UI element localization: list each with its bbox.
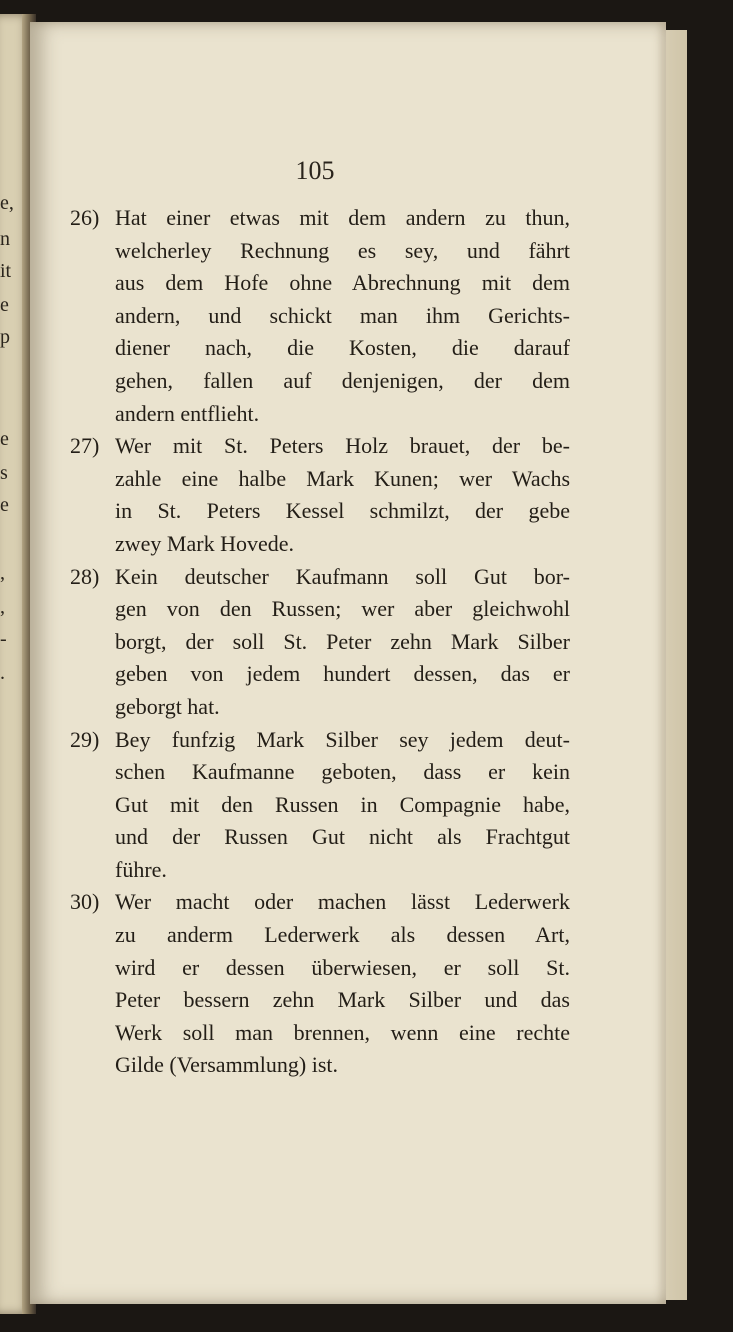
left-edge-char: , (0, 596, 5, 618)
left-edge-char: e (0, 494, 9, 516)
text-line: zwey Mark Hovede. (115, 530, 294, 556)
text-line: gen von den Russen; wer aber gleichwohl (115, 596, 570, 622)
text-line: welcherley Rechnung es sey, und fährt (115, 237, 570, 263)
left-edge-char: e, (0, 192, 14, 214)
text-line: und der Russen Gut nicht als Frachtgut (115, 824, 570, 850)
text-line: in St. Peters Kessel schmilzt, der gebe (115, 498, 570, 524)
book-page (30, 22, 666, 1304)
text-line: Gut mit den Russen in Compagnie habe, (115, 791, 570, 817)
paragraph-27 (70, 430, 570, 560)
paragraph-number: 27) (70, 433, 100, 459)
paragraph-29 (70, 724, 570, 887)
text-line: Kein deutscher Kaufmann soll Gut bor- (115, 563, 570, 589)
left-edge-char: , (0, 562, 5, 584)
text-line: andern, und schickt man ihm Gerichts- (115, 302, 570, 328)
text-line: zahle eine halbe Mark Kunen; wer Wachs (115, 465, 570, 491)
text-line: gehen, fallen auf denjenigen, der dem (115, 367, 570, 393)
text-line: borgt, der soll St. Peter zehn Mark Silber (115, 628, 570, 654)
left-edge-char: it (0, 260, 12, 282)
text-line: diener nach, die Kosten, die darauf (115, 335, 570, 361)
paragraph-number: 28) (70, 563, 100, 589)
text-line: aus dem Hofe ohne Abrechnung mit dem (115, 270, 570, 296)
text-line: geborgt hat. (115, 693, 220, 719)
text-line: geben von jedem hundert dessen, das er (115, 661, 570, 687)
left-edge-char: n (0, 228, 10, 250)
left-edge-char: - (0, 628, 7, 650)
text-line: Peter bessern zehn Mark Silber und das (115, 987, 570, 1013)
paragraph-number: 30) (70, 889, 100, 915)
text-line: führe. (115, 856, 167, 882)
text-line: Hat einer etwas mit dem andern zu thun, (115, 205, 570, 230)
left-edge-char: p (0, 326, 10, 348)
paragraph-26 (70, 202, 570, 430)
paragraph-30 (70, 886, 570, 1082)
left-edge-char: e (0, 428, 9, 450)
text-line: Gilde (Versammlung) ist. (115, 1052, 339, 1078)
paragraph-number: 29) (70, 726, 100, 752)
page-number: 105 (295, 156, 335, 185)
page-text (70, 202, 570, 1082)
text-line: Wer mit St. Peters Holz brauet, der be- (115, 433, 570, 459)
text-line: schen Kaufmanne geboten, dass er kein (115, 759, 570, 785)
text-line: andern entflieht. (115, 400, 260, 426)
left-edge-char: . (0, 662, 5, 684)
left-edge-char: e (0, 294, 9, 316)
text-line: zu anderm Lederwerk als dessen Art, (115, 922, 570, 948)
paragraph-28 (70, 561, 570, 724)
left-edge-char: s (0, 462, 8, 484)
text-line: wird er dessen überwiesen, er soll St. (115, 954, 570, 980)
paragraph-number: 26) (70, 205, 100, 230)
text-line: Werk soll man brennen, wenn eine rechte (115, 1019, 570, 1045)
text-line: Bey funfzig Mark Silber sey jedem deut- (115, 726, 570, 752)
text-line: Wer macht oder machen lässt Lederwerk (115, 889, 570, 915)
